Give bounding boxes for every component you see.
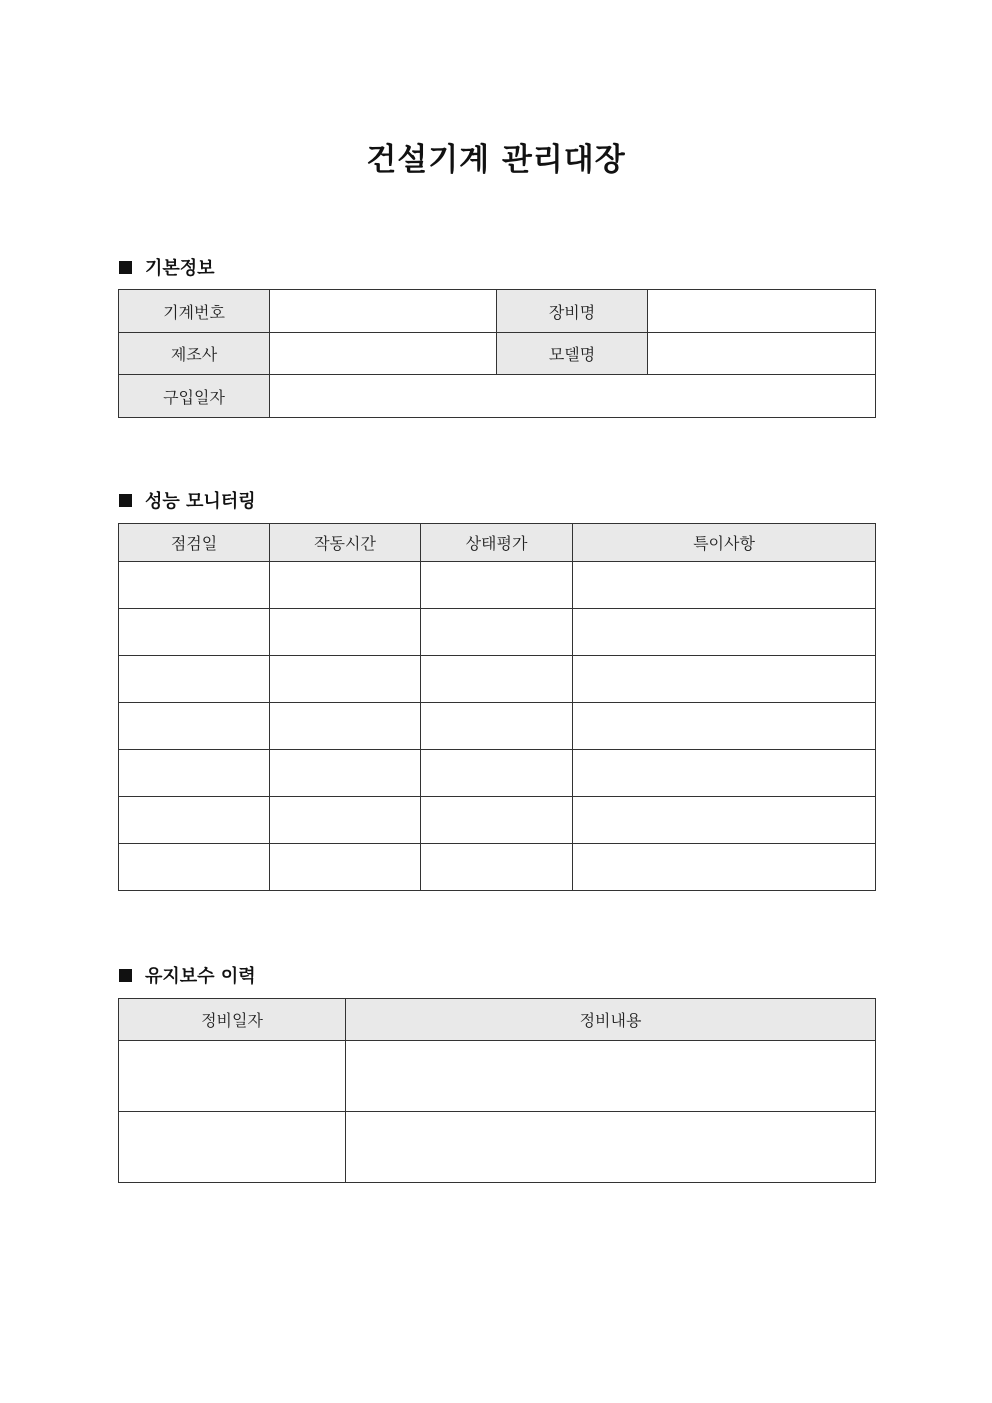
table-cell[interactable] <box>573 609 876 656</box>
table-row <box>119 1041 876 1112</box>
section-heading-performance <box>119 487 256 513</box>
table-cell[interactable] <box>119 844 270 891</box>
table-cell[interactable] <box>119 1112 346 1183</box>
purchase-date-field[interactable] <box>270 375 876 418</box>
table-cell[interactable] <box>119 1041 346 1112</box>
manufacturer-label: 제조사 <box>119 333 270 375</box>
table-row <box>119 609 876 656</box>
section-heading-maintenance-label: 유지보수 이력 <box>145 966 256 987</box>
table-cell[interactable] <box>573 703 876 750</box>
table-row <box>119 797 876 844</box>
table-row <box>119 703 876 750</box>
table-cell[interactable] <box>119 750 270 797</box>
table-cell[interactable] <box>119 656 270 703</box>
table-cell[interactable] <box>421 703 573 750</box>
table-cell[interactable] <box>421 609 573 656</box>
table-cell[interactable] <box>270 844 421 891</box>
table-cell[interactable] <box>573 844 876 891</box>
table-cell[interactable] <box>270 562 421 609</box>
column-header: 정비일자 <box>119 999 346 1041</box>
table-cell[interactable] <box>270 609 421 656</box>
purchase-date-label: 구입일자 <box>119 375 270 418</box>
table-cell[interactable] <box>421 562 573 609</box>
table-cell[interactable] <box>346 1112 876 1183</box>
table-cell[interactable] <box>119 609 270 656</box>
section-heading-basic-label: 기본정보 <box>145 258 215 279</box>
table-row <box>119 1112 876 1183</box>
table-cell[interactable] <box>270 703 421 750</box>
table-cell[interactable] <box>573 656 876 703</box>
table-cell[interactable] <box>573 797 876 844</box>
document-title: 건설기계 관리대장 <box>366 142 626 178</box>
machine-no-label: 기계번호 <box>119 290 270 333</box>
basic-info-table <box>118 289 876 418</box>
column-header: 작동시간 <box>270 524 421 562</box>
table-cell[interactable] <box>573 750 876 797</box>
table-row <box>119 750 876 797</box>
maintenance-table <box>118 998 876 1183</box>
equipment-name-label: 장비명 <box>497 290 648 333</box>
performance-table <box>118 523 876 891</box>
table-cell[interactable] <box>270 656 421 703</box>
table-cell[interactable] <box>421 656 573 703</box>
equipment-name-field[interactable] <box>648 290 876 333</box>
table-row <box>119 844 876 891</box>
table-cell[interactable] <box>270 750 421 797</box>
table-cell[interactable] <box>421 750 573 797</box>
section-heading-performance-label: 성능 모니터링 <box>145 491 256 512</box>
square-bullet-icon <box>119 969 132 982</box>
section-heading-basic <box>119 254 215 280</box>
table-cell[interactable] <box>421 797 573 844</box>
table-cell[interactable] <box>119 703 270 750</box>
column-header: 상태평가 <box>421 524 573 562</box>
table-cell[interactable] <box>119 797 270 844</box>
table-row <box>119 656 876 703</box>
square-bullet-icon <box>119 261 132 274</box>
machine-no-field[interactable] <box>270 290 497 333</box>
table-row <box>119 562 876 609</box>
column-header: 정비내용 <box>346 999 876 1041</box>
table-cell[interactable] <box>270 797 421 844</box>
column-header: 점검일 <box>119 524 270 562</box>
square-bullet-icon <box>119 494 132 507</box>
table-cell[interactable] <box>119 562 270 609</box>
table-cell[interactable] <box>421 844 573 891</box>
table-cell[interactable] <box>346 1041 876 1112</box>
model-name-label: 모델명 <box>497 333 648 375</box>
table-cell[interactable] <box>573 562 876 609</box>
section-heading-maintenance <box>119 962 256 988</box>
manufacturer-field[interactable] <box>270 333 497 375</box>
column-header: 특이사항 <box>573 524 876 562</box>
model-name-field[interactable] <box>648 333 876 375</box>
